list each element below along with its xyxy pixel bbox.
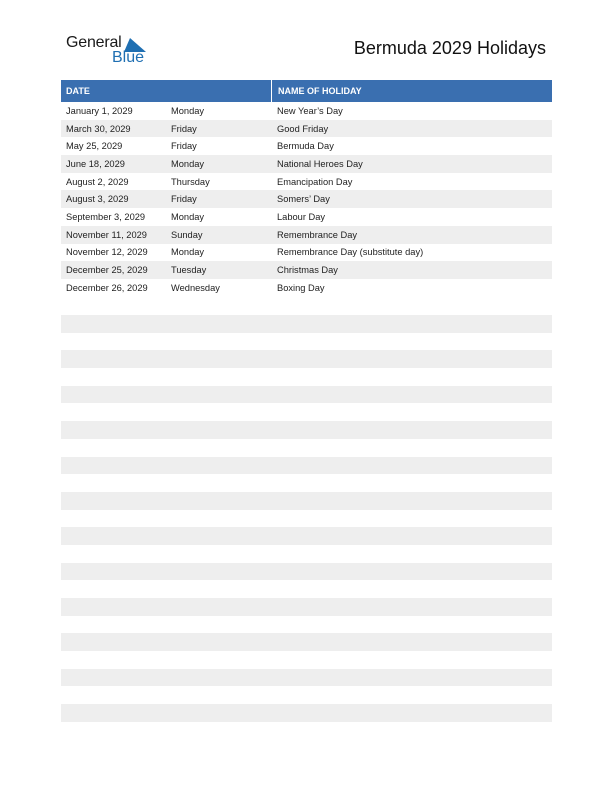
empty-row (61, 633, 552, 651)
holiday-date: May 25, 2029 (66, 141, 123, 152)
holiday-name: Good Friday (277, 123, 329, 134)
holiday-weekday: Wednesday (171, 282, 220, 293)
holiday-date: June 18, 2029 (66, 158, 125, 169)
empty-row (61, 580, 552, 598)
header-date: DATE (66, 86, 90, 96)
empty-rows (61, 315, 552, 722)
logo-general-text: General (66, 34, 122, 51)
table-row (61, 173, 552, 191)
table-body (61, 102, 552, 297)
table-row (61, 208, 552, 226)
holiday-weekday: Monday (171, 158, 205, 169)
holiday-name: Bermuda Day (277, 141, 334, 152)
holiday-weekday: Monday (171, 211, 205, 222)
table-row (61, 244, 552, 262)
holiday-name: Labour Day (277, 211, 326, 222)
empty-row (61, 474, 552, 492)
holiday-weekday: Friday (171, 141, 197, 152)
header-holiday-name: NAME OF HOLIDAY (271, 80, 552, 102)
holiday-date: August 2, 2029 (66, 176, 129, 187)
empty-row (61, 510, 552, 528)
holiday-name: Boxing Day (277, 282, 325, 293)
logo-blue-text: Blue (112, 49, 145, 66)
holiday-weekday: Friday (171, 123, 197, 134)
empty-row (61, 333, 552, 351)
holiday-table (61, 80, 552, 297)
table-row (61, 279, 552, 297)
empty-row (61, 386, 552, 404)
table-row (61, 102, 552, 120)
holiday-weekday: Tuesday (171, 265, 207, 276)
table-row (61, 190, 552, 208)
holiday-weekday: Monday (171, 247, 205, 258)
table-header (61, 80, 552, 102)
page-title: Bermuda 2029 Holidays (353, 38, 546, 58)
empty-row (61, 457, 552, 475)
holiday-date: November 11, 2029 (66, 229, 147, 240)
holiday-weekday: Monday (171, 105, 205, 116)
holiday-name: New Year’s Day (277, 105, 343, 116)
table-row (61, 155, 552, 173)
holiday-name: Remembrance Day (277, 229, 358, 240)
empty-row (61, 616, 552, 634)
empty-row (61, 403, 552, 421)
holiday-weekday: Thursday (171, 176, 210, 187)
empty-row (61, 492, 552, 510)
empty-row (61, 350, 552, 368)
holiday-name: Christmas Day (277, 265, 338, 276)
empty-row (61, 421, 552, 439)
holiday-weekday: Friday (171, 194, 197, 205)
empty-row (61, 686, 552, 704)
empty-row (61, 669, 552, 687)
holiday-date: August 3, 2029 (66, 194, 129, 205)
table-row (61, 226, 552, 244)
empty-row (61, 651, 552, 669)
holiday-date: December 26, 2029 (66, 282, 148, 293)
table-row (61, 120, 552, 138)
holiday-name: Emancipation Day (277, 176, 353, 187)
holiday-name: Remembrance Day (substitute day) (277, 247, 424, 258)
empty-row (61, 527, 552, 545)
holiday-date: September 3, 2029 (66, 211, 146, 222)
holiday-date: March 30, 2029 (66, 123, 131, 134)
holiday-name: National Heroes Day (277, 158, 363, 169)
holiday-date: November 12, 2029 (66, 247, 148, 258)
logo (66, 34, 156, 68)
empty-row (61, 563, 552, 581)
holiday-date: December 25, 2029 (66, 265, 148, 276)
empty-row (61, 598, 552, 616)
empty-row (61, 704, 552, 722)
holiday-name: Somers’ Day (277, 194, 330, 205)
holiday-weekday: Sunday (171, 229, 203, 240)
table-row (61, 137, 552, 155)
empty-row (61, 439, 552, 457)
empty-row (61, 315, 552, 333)
table-row (61, 261, 552, 279)
holiday-date: January 1, 2029 (66, 105, 133, 116)
empty-row (61, 545, 552, 563)
empty-row (61, 368, 552, 386)
